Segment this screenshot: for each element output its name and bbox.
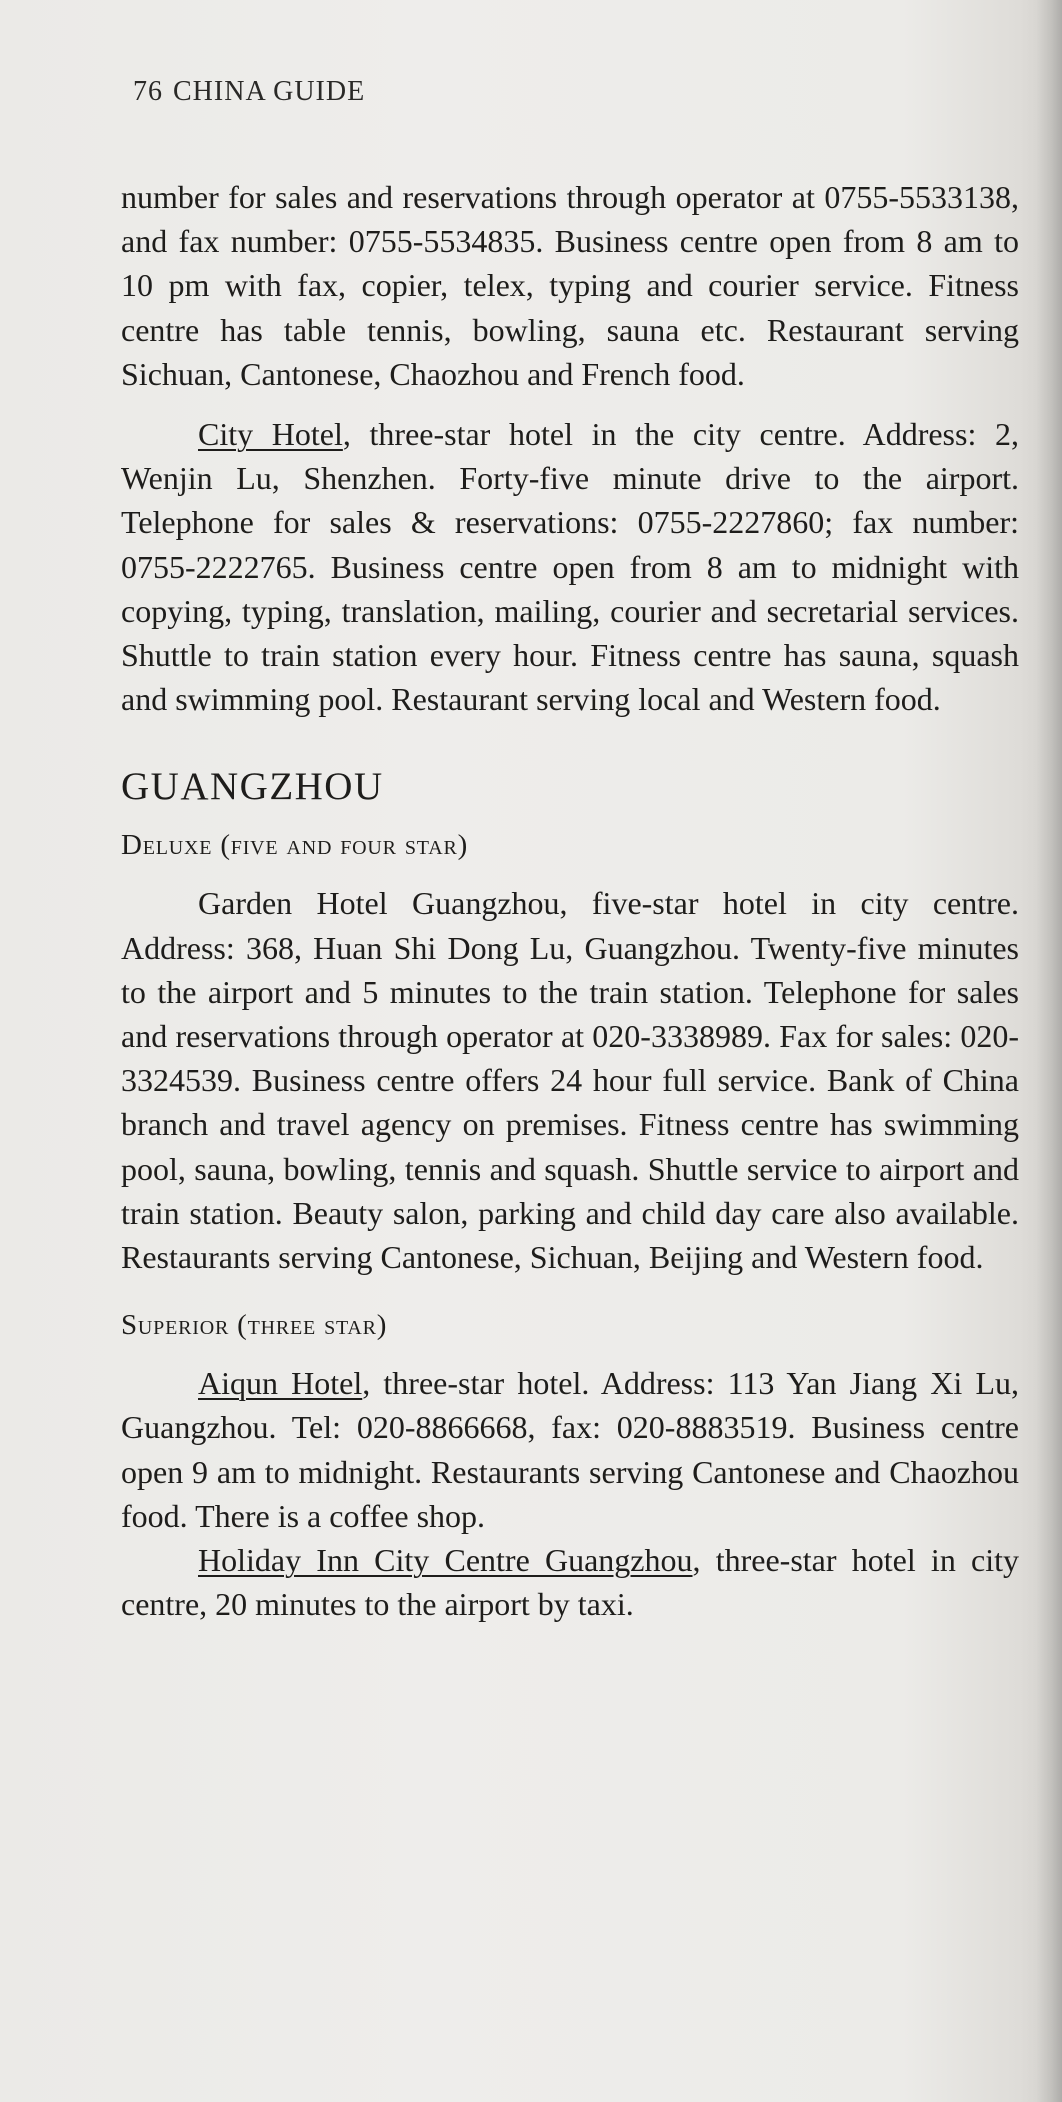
paragraph-garden-hotel: Garden Hotel Guangzhou, five-star hotel in city centre. Address: 368, Huan Shi Dong Lu, Guangzhou. Twenty-five minutes to the airport and 5 minutes to the train station. Telephone for sales and reservations through operator at 020-3338989. Fax for sales: 020-3324539. Business centre offers 24 hour full service. Bank of China branch and travel agency on premises. Fitness centre has swimming pool, sauna, bowling, tennis and squash. Shuttle service to airport and train station. Beauty salon, parking and child day care also available. Restaurants serving Cantonese, Sichuan, Beijing and Western food.: [121, 885, 1019, 1276]
paragraph-shenzhen-hotel-continued: number for sales and reservations through operator at 0755-5533138, and fax number: 0755-5534835. Business centre open from 8 am to 10 pm with fax, copier, telex, typing and courier service. Fitness centre has table tennis, bowling, sauna etc. Restaurant serving Sichuan, Cantonese, Chaozhou and French food.: [121, 179, 1019, 392]
paragraph-city-hotel: [121, 412, 1019, 721]
book-title: CHINA GUIDE: [173, 76, 366, 107]
hotel-name-city-hotel: City Hotel: [198, 416, 343, 453]
paragraph-holiday-inn: [121, 1538, 1019, 1626]
holiday-inn-description: , three-star hotel in city centre, 20 minutes to the airport by taxi.: [121, 1542, 1020, 1623]
spine-shadow: [1036, 0, 1062, 2102]
running-head: [133, 76, 365, 108]
page-number: 76: [133, 76, 163, 107]
body-text: [121, 175, 1019, 1626]
category-heading-superior: Superior (three star): [121, 1309, 388, 1342]
aiqun-hotel-description: , three-star hotel. Address: 113 Yan Jiang Xi Lu, Guangzhou. Tel: 020-8866668, fax: 020-8883519. Business centre open 9 am to midnight. Restaurants serving Cantonese and Chaozhou food. There is a coffee shop.: [121, 1365, 1020, 1534]
city-hotel-description: , three-star hotel in the city centre. Address: 2, Wenjin Lu, Shenzhen. Forty-five minute drive to the airport. Telephone for sales & reservations: 0755-2227860; fax number: 0755-2222765. Business centre open from 8 am to midnight with copying, typing, translation, mailing, courier and secretarial services. Shuttle to train station every hour. Fitness centre has sauna, squash and swimming pool. Restaurant serving local and Western food.: [121, 416, 1020, 718]
section-heading-guangzhou: GUANGZHOU: [121, 765, 384, 809]
category-heading-deluxe: Deluxe (five and four star): [121, 829, 469, 862]
hotel-name-holiday-inn: Holiday Inn City Centre Guangzhou: [198, 1542, 693, 1579]
paragraph-aiqun-hotel: [121, 1361, 1019, 1538]
hotel-name-aiqun-hotel: Aiqun Hotel: [198, 1365, 363, 1402]
